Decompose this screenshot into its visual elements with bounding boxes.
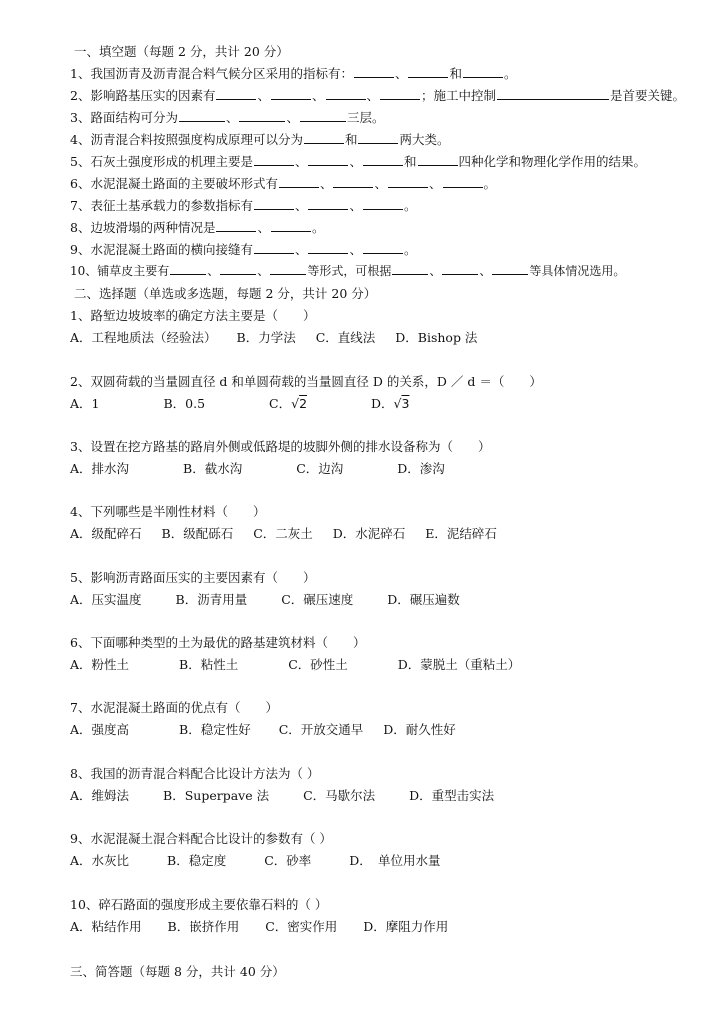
option-e: E．泥结碎石 xyxy=(425,526,497,541)
q6-sep: 、 xyxy=(319,176,333,191)
blank xyxy=(333,175,373,188)
option-d-label: D． xyxy=(371,396,394,411)
option-d: D．重型击实法 xyxy=(409,788,495,803)
option-c: C．马歇尔法 xyxy=(303,788,376,803)
blank xyxy=(492,262,528,275)
sqrt-3: √3 xyxy=(393,396,410,411)
blank xyxy=(408,65,448,78)
q5-end: 四种化学和物理化学作用的结果。 xyxy=(458,154,647,169)
option-b: B．力学法 xyxy=(236,330,296,345)
blank xyxy=(308,241,348,254)
blank xyxy=(304,131,344,144)
option-c: C．密实作用 xyxy=(265,919,338,934)
q6-text: 6、水泥混凝土路面的主要破坏形式有 xyxy=(70,176,278,191)
q2-end: 是首要关键。 xyxy=(610,88,686,103)
option-c: C．砂率 xyxy=(264,853,312,868)
option-c: C．砂性土 xyxy=(288,657,348,672)
fill-q1 xyxy=(70,64,517,82)
option-b: B．截水沟 xyxy=(183,461,243,476)
choice-q6-stem: 6、下面哪种类型的土为最优的路基建筑材料（ ） xyxy=(70,635,366,650)
blank xyxy=(220,262,256,275)
fill-q10 xyxy=(70,262,625,279)
q9-end: 。 xyxy=(404,242,417,257)
q4-and: 和 xyxy=(344,132,358,147)
q9-sep: 、 xyxy=(349,242,362,257)
option-b: B．级配砾石 xyxy=(161,526,234,541)
q10-sep: 、 xyxy=(429,264,442,278)
option-c xyxy=(269,394,307,412)
choice-q8-options xyxy=(70,786,510,804)
q9-sep: 、 xyxy=(294,242,308,257)
q5-sep: 、 xyxy=(349,154,362,169)
q1-sep: 、 xyxy=(394,66,408,81)
choice-q1-options xyxy=(70,328,493,346)
blank xyxy=(279,175,319,188)
option-b: B．嵌挤作用 xyxy=(167,919,240,934)
sqrt-2: √2 xyxy=(291,396,308,411)
fill-q3 xyxy=(70,108,385,126)
q2-sep: 、 xyxy=(257,88,270,103)
blank xyxy=(354,65,394,78)
option-d: D．Bishop 法 xyxy=(395,330,478,345)
option-c-label: C． xyxy=(269,396,292,411)
q8-end: 。 xyxy=(311,220,325,235)
q10-end: 等具体情况选用。 xyxy=(529,264,626,278)
q7-sep: 、 xyxy=(349,198,362,213)
q10-sep: 、 xyxy=(257,264,270,278)
choice-q2-options xyxy=(70,394,425,412)
option-b: B．沥青用量 xyxy=(175,592,248,607)
q5-and: 和 xyxy=(404,154,417,169)
fill-q4 xyxy=(70,130,450,148)
option-d: D．蒙脱土（重粘土） xyxy=(397,657,521,672)
blank xyxy=(254,153,294,166)
blank xyxy=(418,153,458,166)
option-d: D． 单位用水量 xyxy=(349,853,441,868)
q7-text: 7、表征土基承载力的参数指标有 xyxy=(70,198,253,213)
option-a: A．强度高 xyxy=(70,722,130,737)
fill-q7 xyxy=(70,196,417,214)
blank xyxy=(179,109,225,122)
blank xyxy=(497,87,609,100)
blank xyxy=(254,197,294,210)
option-c: C．直线法 xyxy=(315,330,376,345)
option-a: A．级配碎石 xyxy=(70,526,142,541)
choice-q5-stem: 5、影响沥青路面压实的主要因素有（ ） xyxy=(70,570,316,585)
option-b: B．Superpave 法 xyxy=(163,788,270,803)
blank xyxy=(216,219,256,232)
section1-title: 一、填空题（每题 2 分，共计 20 分） xyxy=(74,44,289,59)
q7-end: 。 xyxy=(404,198,417,213)
blank xyxy=(239,109,285,122)
section3-title: 三、简答题（每题 8 分，共计 40 分） xyxy=(70,964,285,979)
q3-text: 3、路面结构可分为 xyxy=(70,110,178,125)
choice-q10-stem: 10、碎石路面的强度形成主要依靠石料的（ ） xyxy=(70,897,328,912)
q2-sep: 、 xyxy=(311,88,325,103)
q3-sep: 、 xyxy=(286,110,299,125)
option-a: A．维姆法 xyxy=(70,788,130,803)
q5-sep: 、 xyxy=(294,154,308,169)
blank xyxy=(270,262,306,275)
q1-text: 1、我国沥青及沥青混合料气候分区采用的指标有： xyxy=(70,66,353,81)
option-d: D．耐久性好 xyxy=(383,722,456,737)
option-c: C．边沟 xyxy=(296,461,344,476)
option-c: C．开放交通早 xyxy=(278,722,364,737)
blank xyxy=(308,197,348,210)
q2-sep: 、 xyxy=(366,88,380,103)
option-a: A．压实温度 xyxy=(70,592,142,607)
choice-q3-options xyxy=(70,459,461,477)
blank xyxy=(216,87,256,100)
choice-q6-options xyxy=(70,655,536,673)
sqrt-2-radicand: 2 xyxy=(299,396,308,411)
blank xyxy=(463,65,503,78)
blank xyxy=(300,109,346,122)
choice-q10-options xyxy=(70,917,464,935)
section2-title: 二、选择题（单选或多选题，每题 2 分，共计 20 分） xyxy=(74,286,377,301)
option-b: B．稳定度 xyxy=(167,853,227,868)
q10-sep: 、 xyxy=(479,264,492,278)
option-d: D．摩阻力作用 xyxy=(363,919,449,934)
option-b: B．0.5 xyxy=(163,396,206,411)
choice-q7-options xyxy=(70,720,472,738)
fill-q8 xyxy=(70,218,325,236)
q1-end: 。 xyxy=(504,66,517,81)
q9-text: 9、水泥混凝土路面的横向接缝有 xyxy=(70,242,253,257)
choice-q3-stem: 3、设置在挖方路基的路肩外侧或低路堤的坡脚外侧的排水设备称为（ ） xyxy=(70,439,491,454)
q6-sep: 、 xyxy=(374,176,387,191)
q5-text: 5、石灰土强度形成的机理主要是 xyxy=(70,154,253,169)
q8-sep: 、 xyxy=(257,220,270,235)
q2-mid: ；施工中控制 xyxy=(421,88,497,103)
q6-sep: 、 xyxy=(429,176,442,191)
q6-end: 。 xyxy=(483,176,497,191)
blank xyxy=(271,87,311,100)
q3-sep: 、 xyxy=(225,110,239,125)
q10-sep: 、 xyxy=(207,264,220,278)
q10-text: 10、铺草皮主要有 xyxy=(70,264,170,278)
option-a: A．工程地质法（经验法） xyxy=(70,330,217,345)
sqrt-3-radicand: 3 xyxy=(401,396,410,411)
q2-text: 2、影响路基压实的因素有 xyxy=(70,88,216,103)
blank xyxy=(380,87,420,100)
q3-end: 三层。 xyxy=(347,110,385,125)
blank xyxy=(442,262,478,275)
blank xyxy=(358,131,398,144)
q4-end: 两大类。 xyxy=(399,132,450,147)
fill-q2 xyxy=(70,86,685,104)
blank xyxy=(363,197,403,210)
option-d xyxy=(371,394,409,412)
blank xyxy=(308,153,348,166)
option-b: B．粘性土 xyxy=(179,657,239,672)
blank xyxy=(388,175,428,188)
fill-q5 xyxy=(70,152,646,170)
option-d: D．水泥碎石 xyxy=(332,526,406,541)
option-a: A．粘结作用 xyxy=(70,919,142,934)
choice-q9-options xyxy=(70,851,457,869)
blank xyxy=(170,262,206,275)
option-c: C．碾压速度 xyxy=(281,592,354,607)
choice-q4-stem: 4、下列哪些是半刚性材料（ ） xyxy=(70,504,266,519)
blank xyxy=(326,87,366,100)
choice-q8-stem: 8、我国的沥青混合料配合比设计方法为（ ） xyxy=(70,766,320,781)
choice-q9-stem: 9、水泥混凝土混合料配合比设计的参数有（ ） xyxy=(70,831,332,846)
option-a: A．粉性土 xyxy=(70,657,130,672)
option-d: D．碾压遍数 xyxy=(387,592,460,607)
q1-and: 和 xyxy=(449,66,462,81)
option-b: B．稳定性好 xyxy=(179,722,251,737)
option-d: D．渗沟 xyxy=(397,461,445,476)
choice-q4-options xyxy=(70,524,513,542)
q8-text: 8、边坡滑塌的两种情况是 xyxy=(70,220,216,235)
blank xyxy=(254,241,294,254)
option-a: A．排水沟 xyxy=(70,461,130,476)
fill-q9 xyxy=(70,240,417,258)
blank xyxy=(363,241,403,254)
option-a: A．水灰比 xyxy=(70,853,130,868)
blank xyxy=(363,153,403,166)
blank xyxy=(392,262,428,275)
choice-q7-stem: 7、水泥混凝土路面的优点有（ ） xyxy=(70,700,278,715)
blank xyxy=(443,175,483,188)
q10-mid: 等形式，可根据 xyxy=(307,264,392,278)
choice-q5-options xyxy=(70,590,476,608)
blank xyxy=(271,219,311,232)
option-a: A．1 xyxy=(70,396,100,411)
q7-sep: 、 xyxy=(294,198,308,213)
q4-text: 4、沥青混合料按照强度构成原理可以分为 xyxy=(70,132,303,147)
choice-q2-stem: 2、双圆荷载的当量圆直径 d 和单圆荷载的当量圆直径 D 的关系，D ／ d ＝（ ） xyxy=(70,374,542,389)
choice-q1-stem: 1、路堑边坡坡率的确定方法主要是（ ） xyxy=(70,308,316,323)
fill-q6 xyxy=(70,174,496,192)
option-c: C．二灰土 xyxy=(253,526,313,541)
